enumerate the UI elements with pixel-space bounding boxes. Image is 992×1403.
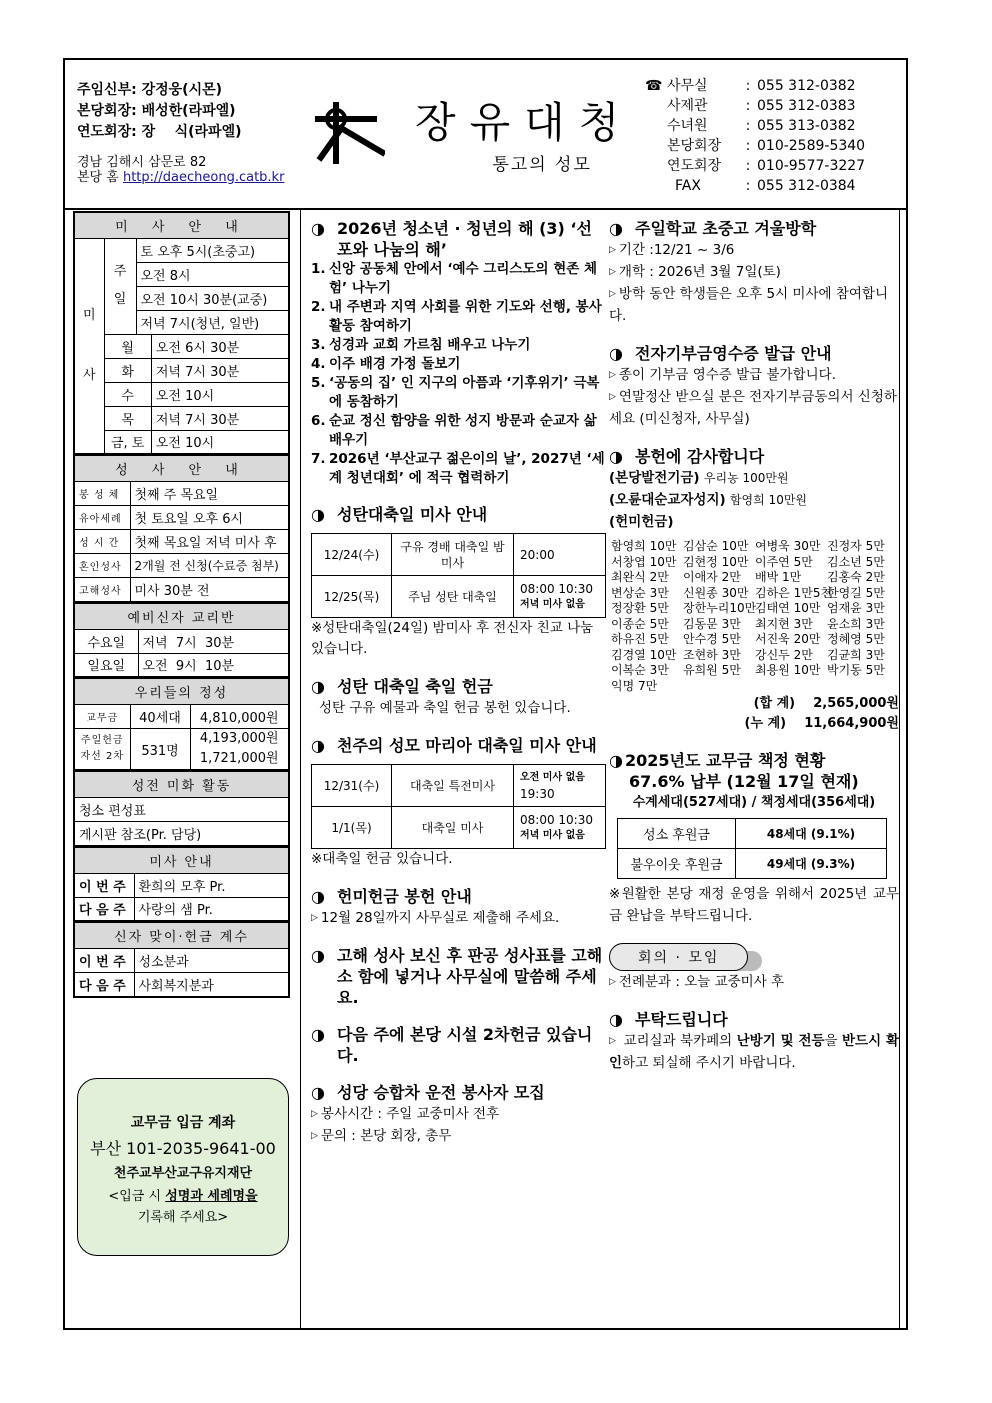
left-column <box>73 211 290 998</box>
staff-info <box>77 80 284 185</box>
homepage-link[interactable]: http://daecheong.catb.kr <box>122 170 285 185</box>
phone-icon: ☎ <box>645 78 663 94</box>
christmas-mass-table: 12/24(수) 구유 경배 대축일 밤 미사 20:00 12/25(목) 주님 성탄 대축일 08:00 10:30 저녁 미사 없음 <box>311 533 606 618</box>
christmas-mass-section: ◑ 성탄대축일 미사 안내 12/24(수) 구유 경배 대축일 밤 미사 20:00 12/25(목) 주님 성탄 대축일 08:00 10:30 저녁 미사 없음 ※성탄대축일(24일) 밤미사 후 전신자 친교 나눔 있습니다. <box>311 504 606 660</box>
mass-duty-table: 미사 안내 이 번 주 환희의 모후 Pr. 다 음 주 사랑의 샘 Pr. <box>73 847 290 923</box>
confession-section: ◑ 고해 성사 보신 후 판공 성사표를 고해소 함에 넣거나 사무실에 말씀해 주세요. <box>311 946 603 1007</box>
parish-subtitle: 통고의 성모 <box>492 155 592 175</box>
mary-mass-section: ◑ 천주의 성모 마리아 대축일 미사 안내 12/31(수) 대축일 특전미사 오전 미사 없음 19:30 1/1(목) 대축일 미사 08:00 10:30 저녁 미사 없음 ※대축일 헌금 있습니다. <box>311 735 606 870</box>
driver-recruit-section: ◑ 성당 승합차 운전 봉사자 모집 ▷ 봉사시간 : 주일 교중미사 전후 ▷ 문의 : 본당 회장, 총무 <box>311 1083 545 1144</box>
cross-logo-icon <box>315 100 385 170</box>
dues-support-table: 성소 후원금 48세대 (9.1%) 불우이웃 후원금 49세대 (9.3%) <box>617 818 887 879</box>
donation-receipt-section: ◑ 전자기부금영수증 발급 안내 ▷ 종이 기부금 영수증 발급 불가합니다. ▷ 연말정산 받으실 분은 전자기부금동의서 신청하세요 (미신청자, 사무실) <box>609 344 897 427</box>
offering-totals: (합 계) 2,565,000원 (누 계) 11,664,900원 <box>744 696 899 731</box>
address: 경남 김해시 삼문로 82 본당 홈 http://daecheong.catb.kr <box>77 155 285 185</box>
christmas-offering-section: ◑ 성탄 대축일 축일 헌금 성탄 구유 예물과 축일 헌금 봉헌 있습니다. <box>311 677 571 716</box>
half-circle-bullet-icon: ◑ <box>311 219 325 238</box>
dues-status-section: ◑ 2025년도 교무금 책정 현황 67.6% 납부 (12월 17일 현재) 수계세대(527세대) / 책정세대(356세대) 성소 후원금 48세대 (9.1%) 불우이웃 후원금 49세대 (9.3%) ※원활한 본당 재정 운영을 위해서 2025년 교무금 완납을 부탁드립니다. <box>609 751 899 924</box>
offering-table: 우리들의 정성 교무금 40세대 4,810,000원 주일헌금 자선 2차 531명 4,193,000원 1,721,000원 <box>73 678 290 771</box>
contact-list: ☎ 사무실 : 055 312-0382 사제관 : 055 312-0383 수녀원 : 055 313-0382 본당회장 : 010-2589-5340 연도회장 : 010-9577-3227 FAX : 055 312-0384 <box>645 78 866 194</box>
youth-year-section: ◑ 2026년 청소년 · 청년의 해 (3) ‘선포와 나눔의 해’ 1. 신앙 공동체 안에서 ‘예수 그리스도의 현존 체험’ 나누기 2. 내 주변과 지역 사회를 위한 기도와 선행, 봉사활동 참여하기 3. 성경과 교회 가르침 배우고 나누기 4. 이주 배경 가정 돌보기 5. ‘공동의 집’ 인 지구의 아픔과 ‘기후위기’ 극복에 동참하기 6. 순교 정신 함양을 위한 성지 방문과 순교자 삶 배우기 7. 2026년 ‘부산교구 젊은이의 날’, 2027년 ‘세계 청년대회’ 에 적극 협력하기 <box>311 219 605 486</box>
request-section: ◑ 부탁드립니다 ▷ 교리실과 북카페의 난방기 및 전등을 반드시 확인하고 퇴실해 주시기 바랍니다. <box>609 1010 900 1071</box>
second-collection-section: ◑ 다음 주에 본당 시설 2차헌금 있습니다. <box>311 1025 593 1065</box>
column-divider <box>300 210 301 1330</box>
rice-offering-section: ◑ 헌미헌금 봉헌 안내 ▷ 12월 28일까지 사무실로 제출해 주세요. <box>311 887 560 926</box>
bulletin-header <box>65 60 906 210</box>
bulletin-title: 장유대청 <box>415 98 634 147</box>
meetings-section: 회의 · 모임 ▷ 전례분과 : 오늘 교중미사 후 <box>609 943 899 993</box>
meetings-pill: 회의 · 모임 <box>609 943 748 971</box>
catechumen-table: 예비신자 교리반 수요일 저녁 7시 30분 일요일 오전 9시 10분 <box>73 603 290 679</box>
mary-mass-table: 12/31(수) 대축일 특전미사 오전 미사 없음 19:30 1/1(목) 대축일 미사 08:00 10:30 저녁 미사 없음 <box>311 764 606 849</box>
sacrament-table: 성 사 안 내 봉 성 체 첫째 주 목요일 유아세례 첫 토요일 오후 6시 성 시 간 첫째 목요일 저녁 미사 후 혼인성사 2개월 전 신청(수료증 첨부) 고해성사 미사 30분 전 <box>73 455 290 603</box>
donor-list: 함영희 10만 김삼순 10만 여병욱 30만 진정자 5만 서창엽 10만 김현정 10만 이주연 5만 김소년 5만 최완식 2만 이애자 2만 배박 1만 김홍숙 2만 변상순 3만 신원종 30만 김하은 1만5천 한영길 5만 정장환 5만 장한누리10만 김태연 10만 엄재윤 3만 이종순 5만 김동문 3만 최지현 3만 윤소희 3만 하유진 5만 안수경 5만 서진욱 20만 정혜영 5만 김경열 10만 조현하 3만 강신두 2만 김균희 3만 이복순 3만 유희원 5만 최용원 10만 박기동 5만 익명 7만 <box>611 539 885 693</box>
right-column <box>609 218 899 1090</box>
right-edge-line <box>899 210 900 1330</box>
thanks-section: ◑ 봉헌에 감사합니다 (본당발전기금) 우리농 100만원 (오륜대순교자성지) 함영희 10만원 (헌미헌금) 함영희 10만 김삼순 10만 여병욱 30만 진정자 5만 서창엽 10만 김현정 10만 이주연 5만 김소년 5만 최완식 2만 이애자 2만 배박 1만 김홍숙 2만 변상순 3만 신원종 30만 김하은 1만5천 한영길 5만 정장환 5만 장한누리10만 김태연 10만 엄재윤 3만 이종순 5만 김동문 3만 최지현 3만 윤소희 3만 하유진 5만 안수경 5만 서진욱 20만 정혜영 5만 김경열 10만 조현하 3만 강신두 2만 김균희 3만 이복순 3만 유희원 5만 최용원 10만 박기동 5만 익명 7만 (합 계) 2,565,000원 (누 계) 11,664,900원 <box>609 446 899 734</box>
staff-president: 본당회장: 배성한(라파엘) <box>77 103 236 119</box>
middle-column <box>311 218 606 1163</box>
greeting-table: 신자 맞이·헌금 계수 이 번 주 성소분과 다 음 주 사회복지분과 <box>73 922 290 998</box>
triangle-bullet-icon: ▷ <box>311 913 318 923</box>
mass-schedule-table: 미 사 안 내 미 사 주 일 토 오후 5시(초중고) 오전 8시 오전 10시 30분(교중) 저녁 7시(청년, 일반) 월 오전 6시 30분 화 저녁 7시 30분 수 오전 10시 목 저녁 7시 30분 금, 토 오전 10시 <box>73 211 290 455</box>
staff-prayer-leader: 연도회장: 장 식(라파엘) <box>77 124 242 140</box>
youth-year-list: 1. 신앙 공동체 안에서 ‘예수 그리스도의 현존 체험’ 나누기 2. 내 주변과 지역 사회를 위한 기도와 선행, 봉사활동 참여하기 3. 성경과 교회 가르침 배우고 나누기 4. 이주 배경 가정 돌보기 5. ‘공동의 집’ 인 지구의 아픔과 ‘기후위기’ 극복에 동참하기 6. 순교 정신 함양을 위한 성지 방문과 순교자 삶 배우기 7. 2026년 ‘부산교구 젊은이의 날’, 2027년 ‘세계 청년대회’ 에 적극 협력하기 <box>311 261 605 486</box>
section-header: 미 사 안 내 <box>74 212 289 238</box>
staff-pastor: 주임신부: 강정웅(시몬) <box>77 82 223 98</box>
account-info-box: 교무금 입금 계좌 부산 101-2035-9641-00 천주교부산교구유지재단 <입금 시 성명과 세례명을 기록해 주세요> <box>77 1078 289 1256</box>
beautify-table: 성전 미화 활동 청소 편성표 게시판 참조(Pr. 담당) <box>73 771 290 847</box>
title-block <box>415 98 633 175</box>
bulletin-page <box>63 58 908 1330</box>
sunday-school-section: ◑ 주일학교 초중고 겨울방학 ▷ 기간 :12/21 ~ 3/6 ▷ 개학 : 2026년 3월 7일(토) ▷ 방학 동안 학생들은 오후 5시 미사에 참여합니다. <box>609 219 888 324</box>
